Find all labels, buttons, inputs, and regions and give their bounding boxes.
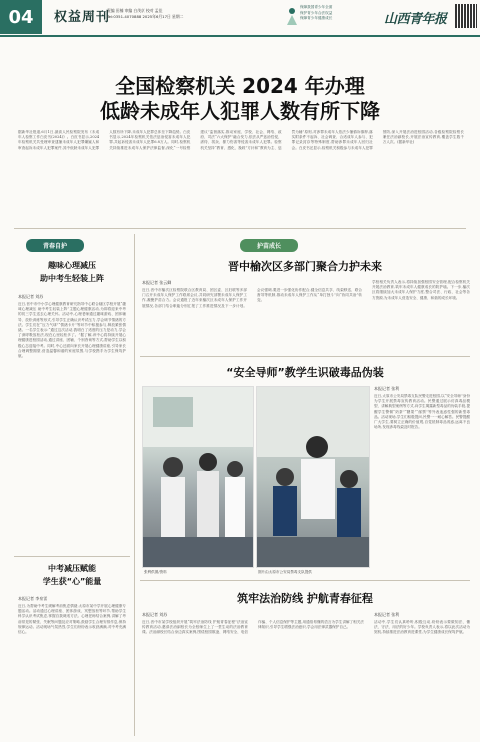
left-article-1-headline-line1: 趣味心理减压 [48, 261, 96, 270]
students-photo [142, 386, 254, 568]
contact-line: Tel:0351-4070888 2025年6月17日 星期二 [107, 14, 184, 19]
slogan-emblem-icon [285, 6, 299, 26]
slogan-line: 保障我国青少年全面 [300, 5, 333, 9]
tag-qingchun-zihu: 青春自护 [26, 239, 84, 252]
bottom-article-byline-right: 本报记者 张利 [374, 612, 400, 617]
main-headline-line1: 全国检察机关 2024 年办理 [115, 74, 365, 98]
center-article-headline: 晋中榆次区多部门聚合力护未来 [228, 260, 382, 273]
guardian-article-headline: “安全导师”教学生识破毒品伪装 [226, 366, 384, 379]
slogan-line: 保障青少年健康成长 [300, 16, 333, 21]
left-article-2-body: 近日,为帮助中考生缓解考前焦虑情绪,太原市某中学开展心理健康专题活动。活动通过心理讲座、团体游戏、冥想放松等环节,帮助学生科学认识考试焦虑,掌握自我调适方法。心理老师结合案例,讲解了考前常见的紧张、失眠等问题及应对策略,鼓励学生合理安排作息,保持规律运动。活动现场气氛热烈,学生们纷纷表示收获满满,对中考充满信心。 [18, 604, 126, 635]
left-article-2-headline-line2: 学生获“心”能量 [42, 577, 102, 586]
bottom-article-headline: 筑牢法治防线 护航青春征程 [237, 592, 373, 605]
qr-code-icon [455, 4, 477, 28]
left-article-1-byline: 本报记者 刘苏 [18, 294, 44, 299]
slogan [300, 5, 385, 22]
left-article-2-headline-line1: 中考减压赋能 [48, 564, 96, 573]
section-name: 权益周刊 [54, 10, 111, 25]
main-headline-line2: 低龄未成年人犯罪人数有所下降 [100, 99, 380, 123]
header-meta [107, 8, 267, 20]
officer-photo [256, 386, 370, 568]
main-article-body: 据新华社报道,6月1日,最高人民检察院发布《未成年人检察工作白皮书(2024)》。白皮书显示,2024年检察机关共受理审查逮捕未成年人犯罪嫌疑人和审查起诉未成年人犯罪案件,其中低龄未成年人犯罪人数有所下降,未成年人犯罪总体呈下降趋势。白皮书显示,2024年检察机关依法惩治侵害未成年人犯罪,共起诉侵害未成年人犯罪6.8万人。同时,检察机关持续推进未成年人保护法律监督,深化“一号检察建议”监督落实,推动家庭、学校、社会、网络、政府、司法“六大保护”融合发力,依法从严惩治性侵、虐待、拐卖、暴力伤害等侵害未成年人犯罪。检察机关坚持“教育、感化、挽救”方针和“教育为主、惩罚为辅”原则,对涉罪未成年人依法少捕慎诉慎押,落实附条件不起诉、社会调查、合适成年人参与、犯罪记录封存等特殊制度,帮助涉罪未成年人回归社会。白皮书还显示,检察机关积极参与未成年人犯罪预防,深入开展法治进校园活动,各级检察院检察长兼任法治副校长,开展法治宣传教育,覆盖学生数千万人次。(据新华社) [18, 130, 464, 150]
vertical-divider [134, 234, 135, 736]
bottom-article-body: 近日,晋中市某学校组织开展“筑牢法治防线 护航青春征程”法治宣传教育活动,邀请法治副校长为全校师生上了一堂生动的法治教育课。法治副校长结合身边真实案例,围绕校园欺凌、网络安全、电信诈骗、个人信息保护等主题,用通俗易懂的语言为学生讲解了相关法律知识,引导学生增强法治意识,学会用法律武器保护自己。 [142, 620, 364, 635]
masthead-logo: 山西青年报 [384, 12, 447, 27]
header-divider [0, 35, 480, 37]
slogan-line: 保护青少年合法权益 [300, 10, 333, 15]
center-article-body-right: 学校相关负责人表示,将持续加强校园安全管理,配合检察机关开展法治教育,筑牢未成年人健康成长的防护墙。下一步,榆次区将继续加大未成年人保护力度,整合司法、行政、社会等各方资源,为未成年人营造安全、健康、和谐的成长环境。 [372, 280, 470, 300]
center-divider [140, 356, 470, 357]
bottom-article-byline-left: 本报记者 刘苏 [142, 612, 168, 617]
photo-caption-left: 张利供图/资料 [144, 570, 167, 574]
bottom-divider [140, 580, 470, 581]
bottom-article-body-right: 活动中,学生们认真聆听,积极互动,纷纷表示要做知法、懂法、守法、用法的好少年。学校负责人表示,将以此次活动为契机,持续推进法治教育进课堂,为学生健康成长保驾护航。 [374, 620, 470, 635]
center-article-byline: 本报记者 张云卿 [142, 280, 172, 285]
editor-line: 责编 田楠 审编 白茂京 校对 孟佳 [107, 8, 163, 13]
left-article-1-headline-line2: 助中考生轻装上阵 [40, 274, 104, 283]
page-number: 04 [0, 0, 42, 34]
section-divider [14, 228, 466, 229]
left-divider [14, 556, 130, 557]
left-article-2-byline: 本报记者 李泉雷 [18, 596, 48, 601]
center-article-body: 近日,晋中市榆次区检察院联合区教育局、团区委、区妇联等多部门召开未成年人保护工作联席会议,共同研究部署未成年人保护工作,凝聚护苗合力。会议通报了近年来榆次区未成年人保护工作开展情况,各部门结合职能分别汇报了工作推进情况及下一步计划。会议强调,要进一步强化协作配合,健全信息共享、线索移送、联合督导等机制,推动未成年人保护工作从“单打独斗”向“协同共治”转变。 [142, 288, 362, 308]
tag-humiao-chengzhang: 护苗成长 [240, 239, 298, 252]
guardian-article-body: 近日,太原市公安局禁毒支队民警走进校园,以“安全导师”身份为学生开展禁毒宣传教育活动。民警通过展示仿真毒品模型、讲解典型案例等方式,向学生揭露新型毒品的伪装手段,提醒学生警惕“奶茶”“糖果”“邮票”等外表迷惑性强的新型毒品。活动现场,学生们积极提问,民警一一耐心解答。民警提醒广大学生,要树立正确的价值观,自觉抵制毒品诱惑,远离不良场所,发现涉毒线索及时报告。 [374, 394, 470, 430]
guardian-article-byline: 本报记者 张利 [374, 386, 400, 391]
left-article-1-body: 近日,晋中市中小学心理健康教育研究指导中心联合辖区学校开展“趣味心理减压 助中考生轻装上阵”主题心理健康活动,为即将迎来中考的初三学生送去心理关怀。活动中,心理老师通过趣味游戏、团体辅导、放松训练等形式,引导学生正确认识考试压力,学会调节情绪的方法。学生们在“压力气球”“情绪卡片”等环节中积极参与,释放紧张情绪。一名学生表示:“通过这次活动,我明白了适度的压力是动力,学会了深呼吸放松法,现在心里轻松多了。”据了解,该中心将持续开展心理健康进校园活动,通过讲座、团辅、个别咨询等方式,帮助学生以积极心态迎接中考。同时,中心还面向家长开展心理健康讲座,引导家长合理调整期望,营造温馨和谐的家庭氛围,与学校携手为学生保驾护航。 [18, 302, 126, 359]
photo-caption-right: 图片由太原市公安局禁毒支队提供 [258, 570, 312, 574]
